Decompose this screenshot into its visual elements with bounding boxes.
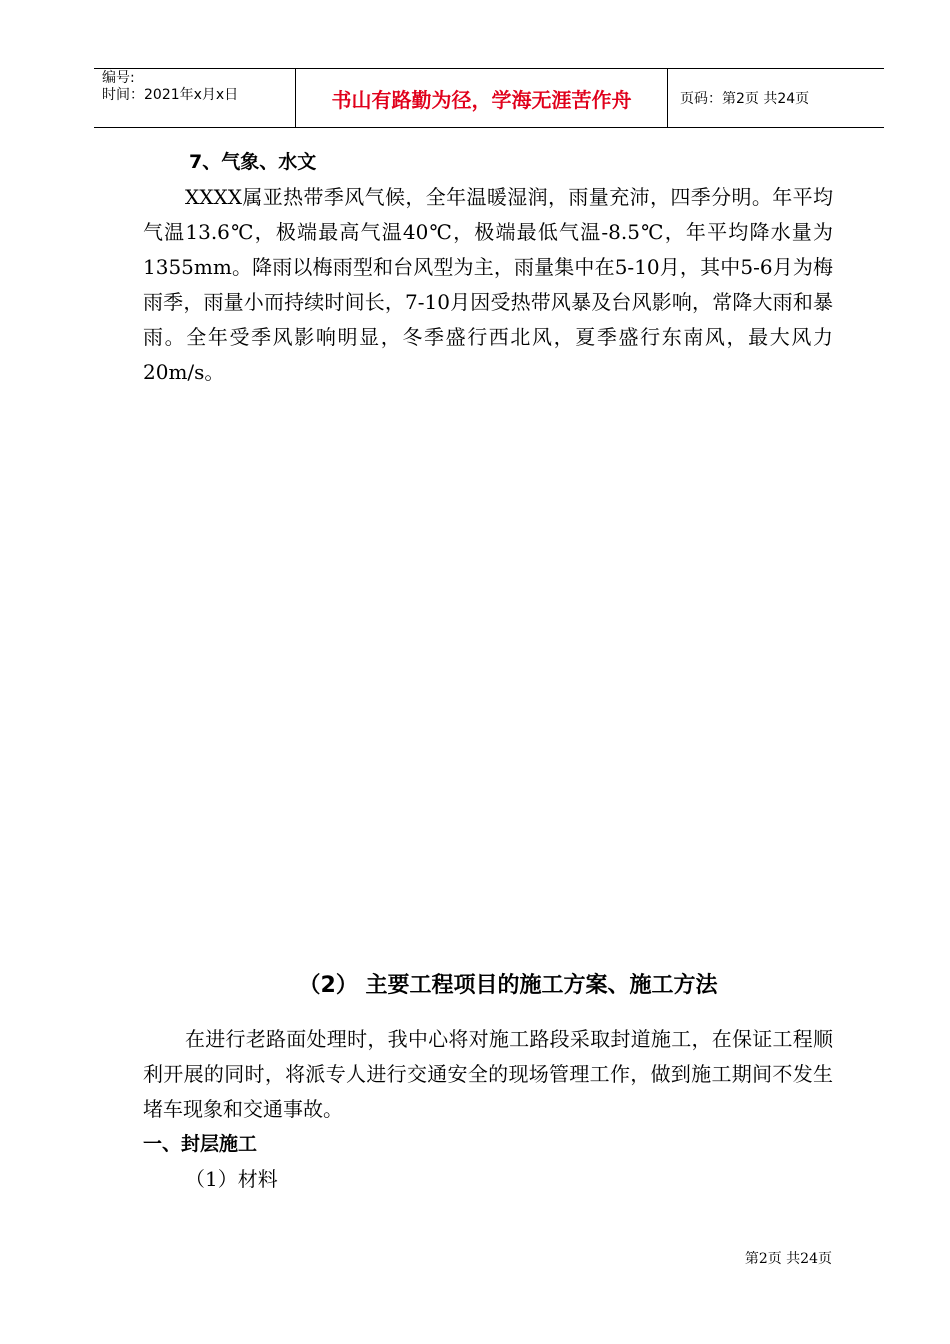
header-motto — [295, 69, 668, 127]
page-header — [94, 68, 884, 128]
section-2-paragraph: 在进行老路面处理时，我中心将对施工路段采取封道施工，在保证工程顺利开展的同时，将派专人进行交通安全的现场管理工作，做到施工期间不发生堵车现象和交通事故。 — [143, 1027, 833, 1121]
header-number-label: 编号: — [102, 70, 135, 86]
section-2-title: （2） 主要工程项目的施工方案、施工方法 — [298, 973, 718, 998]
header-left-cell — [94, 69, 295, 127]
section-7 — [143, 145, 833, 390]
page-footer: 第2页 共24页 — [744, 1251, 832, 1267]
header-motto-text: 书山有路勤为径，学海无涯苦作舟 — [331, 87, 632, 112]
section-7-title: 7、气象、水文 — [189, 151, 317, 173]
header-page-text: 页码：第2页 共24页 — [680, 91, 810, 107]
subheading-materials: （1）材料 — [185, 1167, 278, 1191]
section-7-paragraph: XXXX属亚热带季风气候，全年温暖湿润，雨量充沛，四季分明。年平均气温13.6℃，极端最高气温40℃，极端最低气温-8.5℃，年平均降水量为1355mm。降雨以梅雨型和台风型为主，雨量集中在5-10月，其中5-6月为梅雨季，雨量小而持续时间长，7-10月因受热带风暴及台风影响，常降大雨和暴雨。全年受季风影响明显，冬季盛行西北风，夏季盛行东南风，最大风力20m/s。 — [143, 185, 833, 384]
section-2-body — [143, 1022, 833, 1197]
header-page-label — [668, 69, 884, 127]
header-time-label: 时间：2021年x月x日 — [102, 87, 239, 103]
heading-seal-construction: 一、封层施工 — [143, 1133, 258, 1155]
